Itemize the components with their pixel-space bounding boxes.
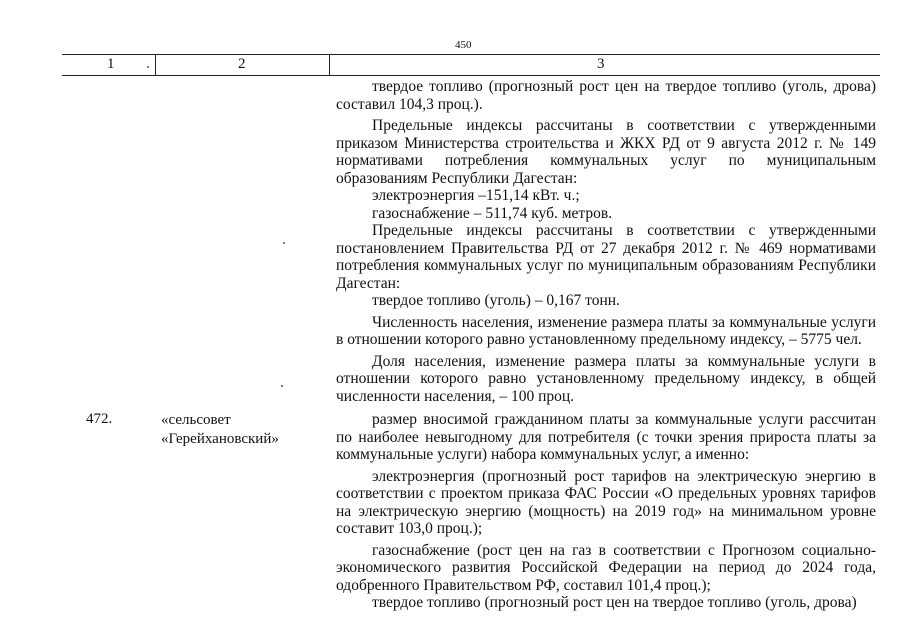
text-block-1: [336, 78, 876, 405]
entry-name-line-2: «Герейхановский»: [161, 431, 279, 447]
paragraph: Предельные индексы рассчитаны в соответствии с утвержденными приказом Министерства строительства и ЖКХ РД от 9 августа 2012 г. № 149 нормативами потребления коммунальных услуг по муниципальным образованиям Республики Дагестан:: [336, 117, 876, 187]
paragraph: газоснабжение – 511,74 куб. метров.: [372, 204, 613, 222]
table-top-border: [62, 54, 880, 55]
scan-speck: [281, 385, 283, 387]
column-header-1: 1: [107, 56, 115, 72]
paragraph: электроэнергия (прогнозный рост тарифов на электрическую энергию в соответствии с проектом приказа ФАС России «О предельных уровнях тарифов на электрическую энергию (мощность) на 2019 год» на минимальном уровне составит 103,0 проц.);: [336, 467, 876, 537]
scan-speck: [283, 242, 285, 244]
column-divider-2: [329, 55, 330, 75]
column-header-3: 3: [597, 56, 605, 72]
scan-speck: [147, 66, 149, 68]
paragraph: газоснабжение (рост цен на газ в соответствии с Прогнозом социально-экономического развития Российской Федерации на период до 2024 года, одобренного Правительством РФ, составил 101,4 проц.);: [336, 541, 876, 594]
paragraph: размер вносимой гражданином платы за коммунальные услуги рассчитан по наиболее невыгодному для потребителя (с точки зрения прироста платы за коммунальные услуги) набора коммунальных услуг, а именно:: [336, 411, 876, 463]
paragraph: твердое топливо (прогнозный рост цен на твердое топливо (уголь, дрова) составил 104,3 проц.).: [336, 78, 876, 113]
paragraph: электроэнергия –151,14 кВт. ч.;: [372, 187, 580, 204]
paragraph: Предельные индексы рассчитаны в соответствии с утвержденными постановлением Правительства РД от 27 декабря 2012 г. № 469 нормативами потребления коммунальных услуг по муниципальным образованиям Республики Дагестан:: [336, 222, 876, 292]
column-divider-1: [155, 55, 156, 75]
text-block-2: [336, 411, 876, 612]
paragraph: Численность населения, изменение размера платы за коммунальные услуги в отношении которого равно установленному предельному индексу, – 5775 чел.: [336, 313, 876, 348]
entry-number: 472.: [86, 411, 113, 427]
paragraph: твердое топливо (прогнозный рост цен на твердое топливо (уголь, дрова): [372, 594, 857, 611]
page-number: 450: [455, 39, 472, 51]
entry-name-line-1: «сельсовет: [161, 412, 231, 428]
column-header-2: 2: [238, 56, 246, 72]
paragraph: твердое топливо (уголь) – 0,167 тонн.: [372, 292, 620, 309]
paragraph: Доля населения, изменение размера платы за коммунальные услуги в отношении которого равно установленному предельному индексу, в общей численности населения, – 100 проц.: [336, 352, 876, 405]
table-header-bottom-border: [62, 75, 880, 76]
entry-name: [161, 411, 279, 449]
